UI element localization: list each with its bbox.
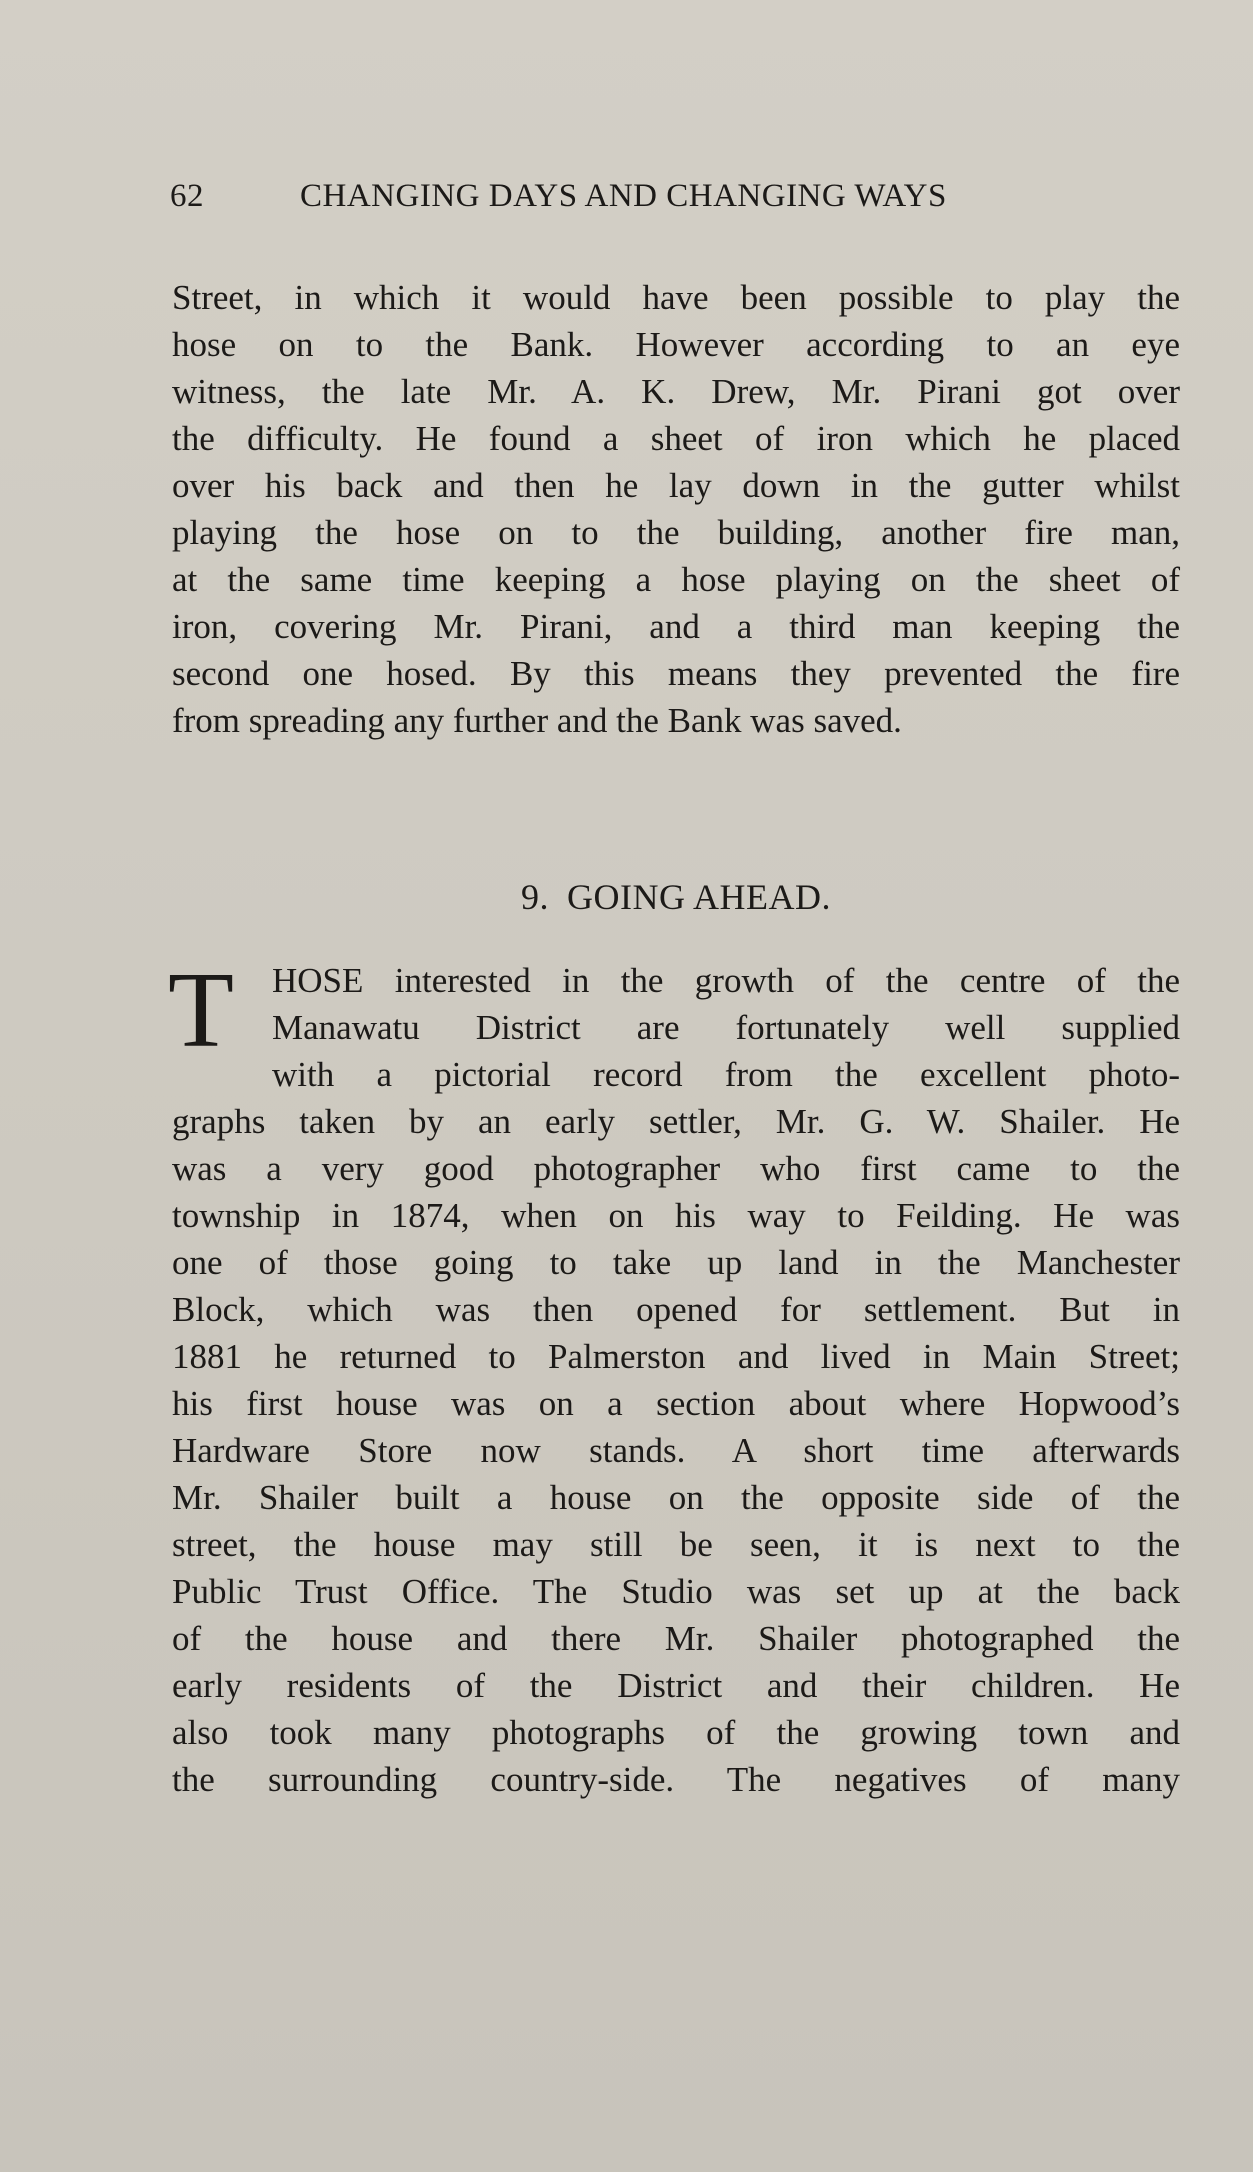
text-line: street, the house may still be seen, it is next to the [172, 1525, 1180, 1564]
text-line: hose on to the Bank. However according to an eye [172, 325, 1180, 364]
text-line: graphs taken by an early settler, Mr. G. W. Shailer. He [172, 1102, 1180, 1141]
text-line: also took many photographs of the growing town and [172, 1713, 1180, 1752]
text-line: from spreading any further and the Bank was saved. [172, 701, 902, 740]
paragraph-going-ahead [168, 951, 1180, 1803]
book-title: CHANGING DAYS AND CHANGING WAYS [300, 178, 947, 214]
text-line: playing the hose on to the building, another fire man, [172, 513, 1180, 552]
drop-cap: T [168, 951, 234, 1070]
text-line: Block, which was then opened for settlement. But in [172, 1290, 1180, 1329]
text-line: Hardware Store now stands. A short time afterwards [172, 1431, 1180, 1470]
text-line: 1881 he returned to Palmerston and lived in Main Street; [172, 1337, 1180, 1376]
text-line: Mr. Shailer built a house on the opposite side of the [172, 1478, 1180, 1517]
text-line: over his back and then he lay down in the gutter whilst [172, 466, 1180, 505]
text-line: early residents of the District and their children. He [172, 1666, 1180, 1705]
text-line: the difficulty. He found a sheet of iron which he placed [172, 419, 1180, 458]
text-line: witness, the late Mr. A. K. Drew, Mr. Pirani got over [172, 372, 1180, 411]
text-line: Public Trust Office. The Studio was set up at the back [172, 1572, 1180, 1611]
section-number: 9. [521, 877, 549, 917]
running-head [170, 178, 1130, 215]
page-number: 62 [170, 178, 204, 214]
text-line: township in 1874, when on his way to Feilding. He was [172, 1196, 1180, 1235]
text-line: at the same time keeping a hose playing on the sheet of [172, 560, 1180, 599]
text-line: HOSE interested in the growth of the centre of the [272, 961, 1180, 1000]
text-line: of the house and there Mr. Shailer photographed the [172, 1619, 1180, 1658]
text-line: his first house was on a section about where Hopwood’s [172, 1384, 1180, 1423]
text-line: Street, in which it would have been possible to play the [172, 278, 1180, 317]
section-title: GOING AHEAD. [567, 877, 831, 917]
section-heading [172, 876, 1180, 918]
text-line: was a very good photographer who first came to the [172, 1149, 1180, 1188]
text-line: iron, covering Mr. Pirani, and a third man keeping the [172, 607, 1180, 646]
drop-cap-indent-lines [172, 957, 1180, 1051]
text-line: one of those going to take up land in the Manchester [172, 1243, 1180, 1282]
paragraph-fire-story [172, 274, 1180, 744]
text-line: with a pictorial record from the excellent photo- [272, 1055, 1180, 1094]
text-line: the surrounding country-side. The negatives of many [172, 1760, 1180, 1799]
text-line: Manawatu District are fortunately well supplied [272, 1008, 1180, 1047]
text-line: second one hosed. By this means they prevented the fire [172, 654, 1180, 693]
